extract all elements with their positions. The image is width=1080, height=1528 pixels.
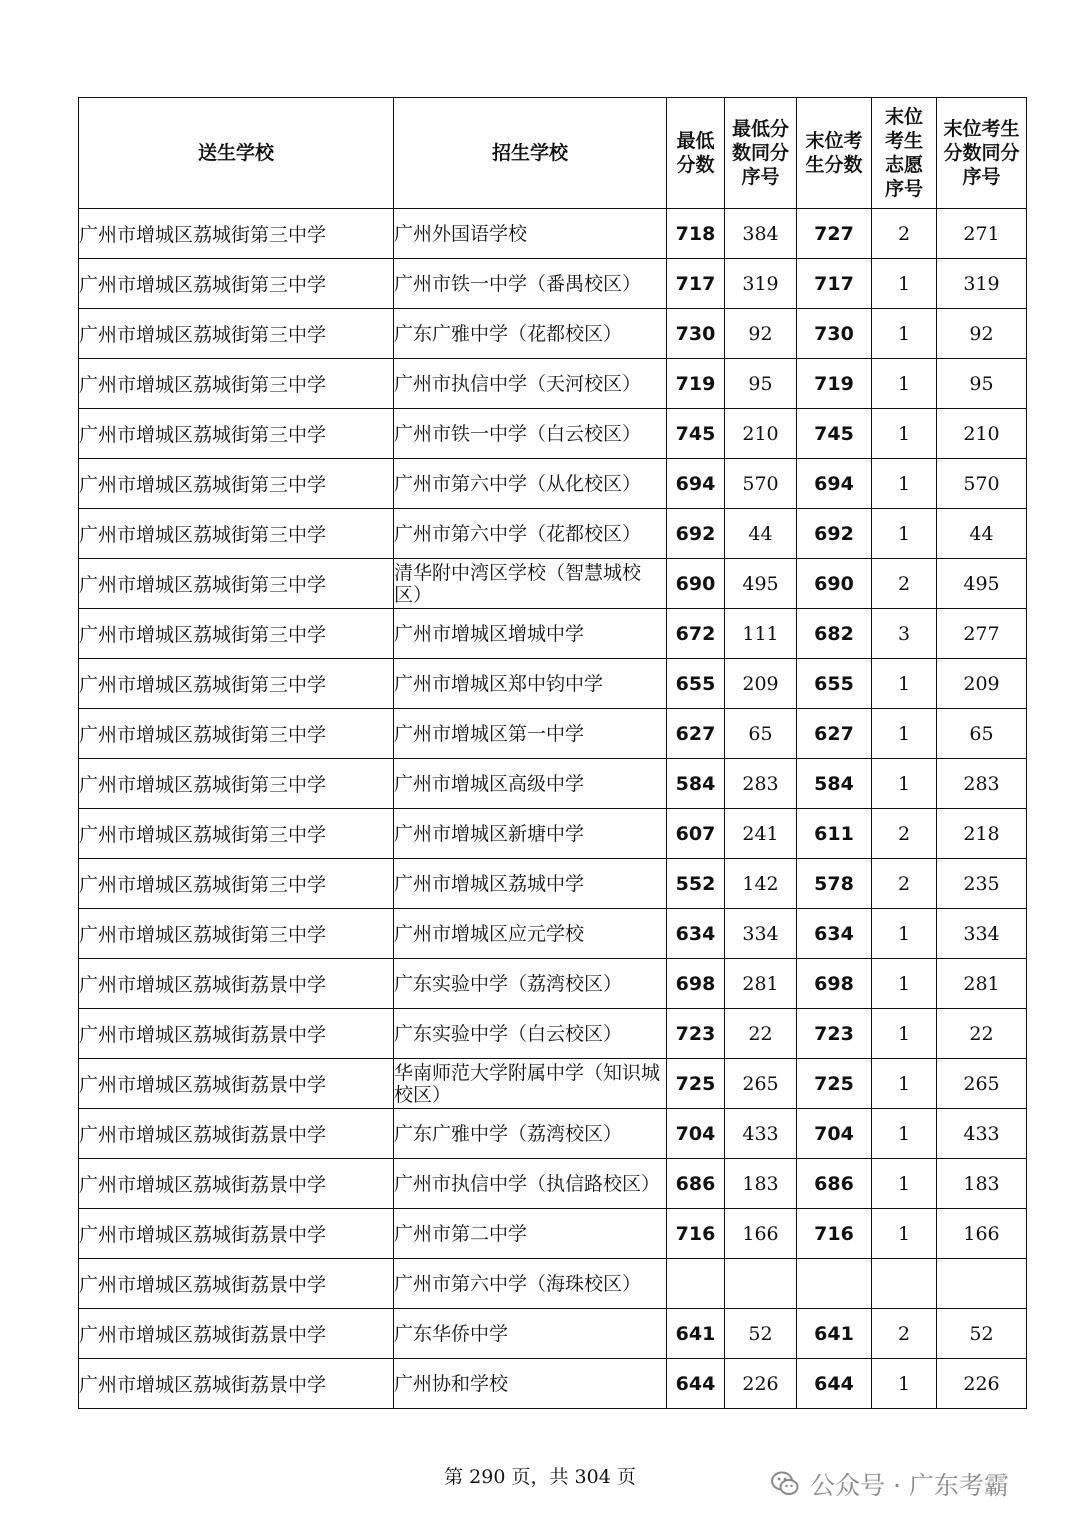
table-row bbox=[79, 1209, 1027, 1259]
table-row bbox=[79, 1009, 1027, 1059]
table-row bbox=[79, 1109, 1027, 1159]
admitting-school-cell: 广东华侨中学 bbox=[394, 1309, 667, 1359]
min-score-cell bbox=[667, 1259, 725, 1309]
min-score-cell: 686 bbox=[667, 1159, 725, 1209]
last-score-rank-cell bbox=[937, 1259, 1027, 1309]
min-score-rank-cell: 209 bbox=[725, 659, 797, 709]
table-row bbox=[79, 1309, 1027, 1359]
last-score-cell: 717 bbox=[797, 259, 872, 309]
sending-school-cell: 广州市增城区荔城街第三中学 bbox=[79, 809, 394, 859]
min-score-cell: 690 bbox=[667, 559, 725, 609]
last-score-cell: 698 bbox=[797, 959, 872, 1009]
sending-school-cell: 广州市增城区荔城街第三中学 bbox=[79, 559, 394, 609]
last-score-rank-cell: 281 bbox=[937, 959, 1027, 1009]
table-row bbox=[79, 409, 1027, 459]
min-score-rank-cell: 92 bbox=[725, 309, 797, 359]
last-score-rank-cell: 570 bbox=[937, 459, 1027, 509]
last-choice-order-cell: 1 bbox=[872, 1059, 937, 1109]
last-choice-order-cell: 1 bbox=[872, 409, 937, 459]
header-last-score: 末位考 生分数 bbox=[797, 98, 872, 209]
table-row bbox=[79, 259, 1027, 309]
table-row bbox=[79, 359, 1027, 409]
admitting-school-cell: 广州市增城区荔城中学 bbox=[394, 859, 667, 909]
table-row bbox=[79, 709, 1027, 759]
min-score-rank-cell: 52 bbox=[725, 1309, 797, 1359]
last-choice-order-cell: 1 bbox=[872, 309, 937, 359]
watermark bbox=[770, 1466, 1009, 1502]
table-row bbox=[79, 809, 1027, 859]
last-choice-order-cell: 1 bbox=[872, 359, 937, 409]
min-score-cell: 641 bbox=[667, 1309, 725, 1359]
last-score-rank-cell: 319 bbox=[937, 259, 1027, 309]
last-score-rank-cell: 218 bbox=[937, 809, 1027, 859]
last-score-rank-cell: 52 bbox=[937, 1309, 1027, 1359]
header-last-score-rank: 末位考生 分数同分 序号 bbox=[937, 98, 1027, 209]
last-score-rank-cell: 235 bbox=[937, 859, 1027, 909]
last-score-cell: 690 bbox=[797, 559, 872, 609]
admission-table bbox=[78, 97, 1027, 1409]
min-score-cell: 634 bbox=[667, 909, 725, 959]
last-score-cell: 716 bbox=[797, 1209, 872, 1259]
last-choice-order-cell: 1 bbox=[872, 959, 937, 1009]
admitting-school-cell: 广东实验中学（白云校区） bbox=[394, 1009, 667, 1059]
sending-school-cell: 广州市增城区荔城街荔景中学 bbox=[79, 959, 394, 1009]
last-choice-order-cell: 2 bbox=[872, 859, 937, 909]
min-score-rank-cell: 283 bbox=[725, 759, 797, 809]
sending-school-cell: 广州市增城区荔城街荔景中学 bbox=[79, 1159, 394, 1209]
table-row bbox=[79, 959, 1027, 1009]
last-score-rank-cell: 44 bbox=[937, 509, 1027, 559]
watermark-text: 公众号 · 广东考霸 bbox=[810, 1471, 1009, 1500]
sending-school-cell: 广州市增城区荔城街第三中学 bbox=[79, 509, 394, 559]
min-score-rank-cell: 319 bbox=[725, 259, 797, 309]
last-choice-order-cell: 1 bbox=[872, 909, 937, 959]
last-score-cell: 719 bbox=[797, 359, 872, 409]
last-choice-order-cell: 1 bbox=[872, 259, 937, 309]
min-score-cell: 723 bbox=[667, 1009, 725, 1059]
min-score-rank-cell: 570 bbox=[725, 459, 797, 509]
sending-school-cell: 广州市增城区荔城街第三中学 bbox=[79, 909, 394, 959]
admitting-school-cell: 广州市第二中学 bbox=[394, 1209, 667, 1259]
sending-school-cell: 广州市增城区荔城街第三中学 bbox=[79, 459, 394, 509]
last-score-cell: 655 bbox=[797, 659, 872, 709]
last-score-rank-cell: 334 bbox=[937, 909, 1027, 959]
last-score-cell: 644 bbox=[797, 1359, 872, 1409]
sending-school-cell: 广州市增城区荔城街第三中学 bbox=[79, 409, 394, 459]
sending-school-cell: 广州市增城区荔城街荔景中学 bbox=[79, 1109, 394, 1159]
min-score-rank-cell: 95 bbox=[725, 359, 797, 409]
sending-school-cell: 广州市增城区荔城街荔景中学 bbox=[79, 1359, 394, 1409]
admitting-school-cell: 广州市增城区第一中学 bbox=[394, 709, 667, 759]
sending-school-cell: 广州市增城区荔城街第三中学 bbox=[79, 859, 394, 909]
min-score-rank-cell: 65 bbox=[725, 709, 797, 759]
admitting-school-cell: 广州市执信中学（执信路校区） bbox=[394, 1159, 667, 1209]
min-score-cell: 730 bbox=[667, 309, 725, 359]
table-row bbox=[79, 1259, 1027, 1309]
sending-school-cell: 广州市增城区荔城街第三中学 bbox=[79, 259, 394, 309]
min-score-cell: 704 bbox=[667, 1109, 725, 1159]
min-score-rank-cell: 111 bbox=[725, 609, 797, 659]
table-body bbox=[79, 209, 1027, 1409]
sending-school-cell: 广州市增城区荔城街第三中学 bbox=[79, 309, 394, 359]
admitting-school-cell: 广州市第六中学（从化校区） bbox=[394, 459, 667, 509]
last-score-rank-cell: 495 bbox=[937, 559, 1027, 609]
last-choice-order-cell: 2 bbox=[872, 809, 937, 859]
last-choice-order-cell: 1 bbox=[872, 1009, 937, 1059]
table-header-row bbox=[79, 98, 1027, 209]
last-score-cell: 641 bbox=[797, 1309, 872, 1359]
last-choice-order-cell: 1 bbox=[872, 659, 937, 709]
last-score-rank-cell: 22 bbox=[937, 1009, 1027, 1059]
min-score-cell: 719 bbox=[667, 359, 725, 409]
min-score-cell: 745 bbox=[667, 409, 725, 459]
last-score-cell: 694 bbox=[797, 459, 872, 509]
last-score-cell bbox=[797, 1259, 872, 1309]
last-score-rank-cell: 265 bbox=[937, 1059, 1027, 1109]
last-choice-order-cell: 1 bbox=[872, 459, 937, 509]
sending-school-cell: 广州市增城区荔城街荔景中学 bbox=[79, 1059, 394, 1109]
min-score-rank-cell: 226 bbox=[725, 1359, 797, 1409]
min-score-rank-cell: 241 bbox=[725, 809, 797, 859]
admitting-school-cell: 广州市增城区增城中学 bbox=[394, 609, 667, 659]
last-choice-order-cell: 2 bbox=[872, 1309, 937, 1359]
sending-school-cell: 广州市增城区荔城街第三中学 bbox=[79, 709, 394, 759]
admitting-school-cell: 广州协和学校 bbox=[394, 1359, 667, 1409]
table-row bbox=[79, 909, 1027, 959]
min-score-cell: 725 bbox=[667, 1059, 725, 1109]
table-row bbox=[79, 1159, 1027, 1209]
min-score-cell: 716 bbox=[667, 1209, 725, 1259]
min-score-cell: 717 bbox=[667, 259, 725, 309]
last-score-cell: 727 bbox=[797, 209, 872, 259]
table-row bbox=[79, 659, 1027, 709]
last-choice-order-cell: 2 bbox=[872, 209, 937, 259]
admitting-school-cell: 广东广雅中学（荔湾校区） bbox=[394, 1109, 667, 1159]
last-choice-order-cell: 3 bbox=[872, 609, 937, 659]
last-score-cell: 627 bbox=[797, 709, 872, 759]
last-score-rank-cell: 271 bbox=[937, 209, 1027, 259]
min-score-rank-cell: 183 bbox=[725, 1159, 797, 1209]
min-score-cell: 718 bbox=[667, 209, 725, 259]
header-admitting-school: 招生学校 bbox=[394, 98, 667, 209]
admitting-school-cell: 广州市增城区郑中钧中学 bbox=[394, 659, 667, 709]
last-choice-order-cell: 1 bbox=[872, 1359, 937, 1409]
admitting-school-cell: 广州市增城区新塘中学 bbox=[394, 809, 667, 859]
min-score-cell: 607 bbox=[667, 809, 725, 859]
last-choice-order-cell: 1 bbox=[872, 759, 937, 809]
admitting-school-cell: 清华附中湾区学校（智慧城校区） bbox=[394, 559, 667, 609]
page-footer: 第 290 页，共 304 页 bbox=[444, 1466, 636, 1488]
table-row bbox=[79, 859, 1027, 909]
min-score-rank-cell: 44 bbox=[725, 509, 797, 559]
last-score-rank-cell: 183 bbox=[937, 1159, 1027, 1209]
min-score-cell: 644 bbox=[667, 1359, 725, 1409]
last-choice-order-cell: 2 bbox=[872, 559, 937, 609]
last-score-rank-cell: 277 bbox=[937, 609, 1027, 659]
header-min-score: 最低 分数 bbox=[667, 98, 725, 209]
last-score-cell: 725 bbox=[797, 1059, 872, 1109]
last-score-cell: 692 bbox=[797, 509, 872, 559]
table-row bbox=[79, 759, 1027, 809]
last-score-cell: 745 bbox=[797, 409, 872, 459]
min-score-cell: 552 bbox=[667, 859, 725, 909]
admitting-school-cell: 广州外国语学校 bbox=[394, 209, 667, 259]
table-row bbox=[79, 1359, 1027, 1409]
min-score-cell: 692 bbox=[667, 509, 725, 559]
sending-school-cell: 广州市增城区荔城街荔景中学 bbox=[79, 1309, 394, 1359]
table-row bbox=[79, 559, 1027, 609]
min-score-cell: 655 bbox=[667, 659, 725, 709]
table-row bbox=[79, 309, 1027, 359]
last-score-rank-cell: 210 bbox=[937, 409, 1027, 459]
min-score-rank-cell: 495 bbox=[725, 559, 797, 609]
min-score-rank-cell: 166 bbox=[725, 1209, 797, 1259]
last-score-rank-cell: 65 bbox=[937, 709, 1027, 759]
last-score-rank-cell: 95 bbox=[937, 359, 1027, 409]
table-row bbox=[79, 459, 1027, 509]
min-score-rank-cell: 384 bbox=[725, 209, 797, 259]
admitting-school-cell: 广州市执信中学（天河校区） bbox=[394, 359, 667, 409]
last-choice-order-cell: 1 bbox=[872, 1109, 937, 1159]
admitting-school-cell: 广州市铁一中学（番禺校区） bbox=[394, 259, 667, 309]
header-min-score-rank: 最低分 数同分 序号 bbox=[725, 98, 797, 209]
last-choice-order-cell bbox=[872, 1259, 937, 1309]
sending-school-cell: 广州市增城区荔城街荔景中学 bbox=[79, 1209, 394, 1259]
last-score-rank-cell: 226 bbox=[937, 1359, 1027, 1409]
min-score-cell: 672 bbox=[667, 609, 725, 659]
last-score-cell: 723 bbox=[797, 1009, 872, 1059]
last-score-cell: 730 bbox=[797, 309, 872, 359]
sending-school-cell: 广州市增城区荔城街荔景中学 bbox=[79, 1009, 394, 1059]
min-score-rank-cell: 22 bbox=[725, 1009, 797, 1059]
last-choice-order-cell: 1 bbox=[872, 509, 937, 559]
min-score-rank-cell: 265 bbox=[725, 1059, 797, 1109]
table-row bbox=[79, 609, 1027, 659]
wechat-icon bbox=[770, 1469, 800, 1499]
last-score-cell: 584 bbox=[797, 759, 872, 809]
admitting-school-cell: 广州市第六中学（海珠校区） bbox=[394, 1259, 667, 1309]
last-score-rank-cell: 433 bbox=[937, 1109, 1027, 1159]
min-score-rank-cell: 281 bbox=[725, 959, 797, 1009]
min-score-cell: 627 bbox=[667, 709, 725, 759]
last-choice-order-cell: 1 bbox=[872, 1159, 937, 1209]
last-score-cell: 704 bbox=[797, 1109, 872, 1159]
header-last-choice-order: 末位 考生 志愿 序号 bbox=[872, 98, 937, 209]
min-score-rank-cell bbox=[725, 1259, 797, 1309]
last-score-rank-cell: 209 bbox=[937, 659, 1027, 709]
min-score-cell: 584 bbox=[667, 759, 725, 809]
sending-school-cell: 广州市增城区荔城街第三中学 bbox=[79, 209, 394, 259]
sending-school-cell: 广州市增城区荔城街第三中学 bbox=[79, 609, 394, 659]
min-score-rank-cell: 210 bbox=[725, 409, 797, 459]
admitting-school-cell: 广东广雅中学（花都校区） bbox=[394, 309, 667, 359]
sending-school-cell: 广州市增城区荔城街第三中学 bbox=[79, 359, 394, 409]
table-row bbox=[79, 509, 1027, 559]
min-score-rank-cell: 433 bbox=[725, 1109, 797, 1159]
table-row bbox=[79, 1059, 1027, 1109]
min-score-rank-cell: 142 bbox=[725, 859, 797, 909]
last-score-rank-cell: 166 bbox=[937, 1209, 1027, 1259]
admitting-school-cell: 广州市增城区应元学校 bbox=[394, 909, 667, 959]
table-row bbox=[79, 209, 1027, 259]
last-score-cell: 682 bbox=[797, 609, 872, 659]
header-sending-school: 送生学校 bbox=[79, 98, 394, 209]
min-score-rank-cell: 334 bbox=[725, 909, 797, 959]
sending-school-cell: 广州市增城区荔城街荔景中学 bbox=[79, 1259, 394, 1309]
admitting-school-cell: 广东实验中学（荔湾校区） bbox=[394, 959, 667, 1009]
sending-school-cell: 广州市增城区荔城街第三中学 bbox=[79, 759, 394, 809]
last-choice-order-cell: 1 bbox=[872, 1209, 937, 1259]
admitting-school-cell: 华南师范大学附属中学（知识城校区） bbox=[394, 1059, 667, 1109]
min-score-cell: 694 bbox=[667, 459, 725, 509]
sending-school-cell: 广州市增城区荔城街第三中学 bbox=[79, 659, 394, 709]
last-score-cell: 634 bbox=[797, 909, 872, 959]
last-choice-order-cell: 1 bbox=[872, 709, 937, 759]
last-score-cell: 611 bbox=[797, 809, 872, 859]
admitting-school-cell: 广州市第六中学（花都校区） bbox=[394, 509, 667, 559]
last-score-cell: 578 bbox=[797, 859, 872, 909]
admitting-school-cell: 广州市增城区高级中学 bbox=[394, 759, 667, 809]
last-score-rank-cell: 92 bbox=[937, 309, 1027, 359]
last-score-cell: 686 bbox=[797, 1159, 872, 1209]
last-score-rank-cell: 283 bbox=[937, 759, 1027, 809]
admitting-school-cell: 广州市铁一中学（白云校区） bbox=[394, 409, 667, 459]
min-score-cell: 698 bbox=[667, 959, 725, 1009]
